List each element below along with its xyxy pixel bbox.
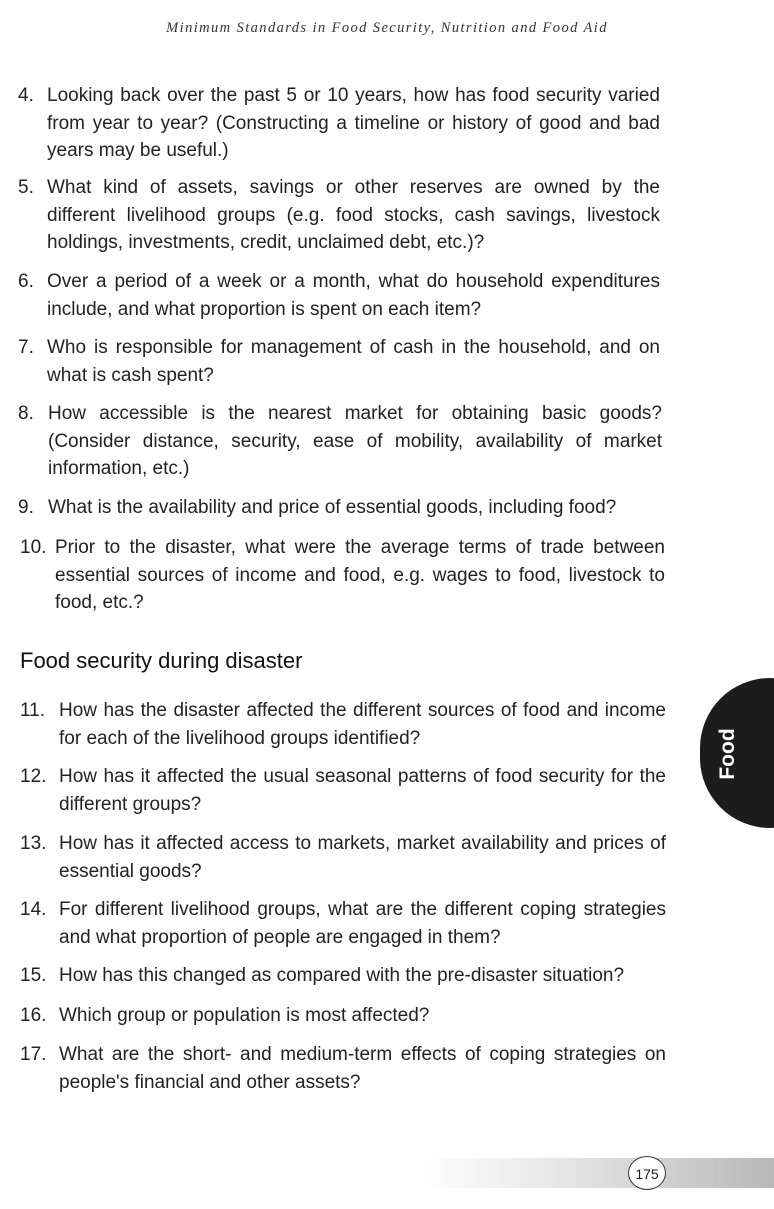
question-text: How accessible is the nearest market for obtaining basic goods? (Consider distance, security, ease of mobility, availability of market information, etc.) [48, 403, 662, 479]
question-number: 8. [18, 403, 34, 424]
question-text: Prior to the disaster, what were the average terms of trade between essential sources of income and food, e.g. wages to food, livestock to food, etc.? [55, 537, 665, 613]
page-number: 175 [628, 1156, 666, 1190]
question-number: 16. [20, 1005, 47, 1026]
question-text: How has it affected the usual seasonal patterns of food security for the different groups? [59, 766, 666, 815]
question-text: How has the disaster affected the different sources of food and income for each of the livelihood groups identified? [59, 700, 666, 749]
question-text: Which group or population is most affected? [59, 1005, 430, 1026]
question-item [20, 1002, 666, 1030]
question-number: 5. [18, 177, 34, 198]
question-number: 17. [20, 1044, 47, 1065]
question-item [20, 896, 666, 951]
question-item [20, 1041, 666, 1096]
question-item [18, 268, 660, 323]
question-item [18, 82, 660, 165]
question-text: Over a period of a week or a month, what do household expenditures include, and what proportion is spent on each item? [47, 271, 660, 320]
chapter-thumb-label: Food [716, 728, 739, 780]
question-number: 12. [20, 766, 47, 787]
question-item [20, 697, 666, 752]
question-item [18, 334, 660, 389]
question-item [18, 494, 664, 522]
question-number: 6. [18, 271, 34, 292]
question-item [20, 962, 668, 990]
question-number: 13. [20, 833, 47, 854]
question-number: 15. [20, 965, 47, 986]
question-text: What are the short- and medium-term effects of coping strategies on people's financial and other assets? [59, 1044, 666, 1093]
question-item [20, 534, 665, 617]
question-text: What is the availability and price of essential goods, including food? [48, 497, 617, 518]
question-item [18, 400, 662, 483]
question-number: 14. [20, 899, 47, 920]
question-item [18, 174, 660, 257]
question-text: How has it affected access to markets, market availability and prices of essential goods? [59, 833, 666, 882]
question-text: Who is responsible for management of cash in the household, and on what is cash spent? [47, 337, 660, 386]
question-text: Looking back over the past 5 or 10 years, how has food security varied from year to year? (Constructing a timeline or history of good and bad years may be useful.) [47, 85, 660, 161]
question-item [20, 830, 666, 885]
section-heading: Food security during disaster [20, 648, 303, 673]
footer-band [420, 1158, 774, 1188]
question-text: What kind of assets, savings or other reserves are owned by the different livelihood groups (e.g. food stocks, cash savings, livestock holdings, investments, credit, unclaimed debt, etc.)? [47, 177, 660, 253]
question-text: How has this changed as compared with the pre-disaster situation? [59, 965, 625, 986]
question-number: 4. [18, 85, 34, 106]
running-head: Minimum Standards in Food Security, Nutrition and Food Aid [166, 20, 608, 36]
question-item [20, 763, 666, 818]
question-number: 9. [18, 497, 34, 518]
question-number: 11. [20, 700, 46, 721]
question-text: For different livelihood groups, what are the different coping strategies and what proportion of people are engaged in them? [59, 899, 666, 948]
question-number: 7. [18, 337, 34, 358]
question-number: 10. [20, 537, 47, 558]
